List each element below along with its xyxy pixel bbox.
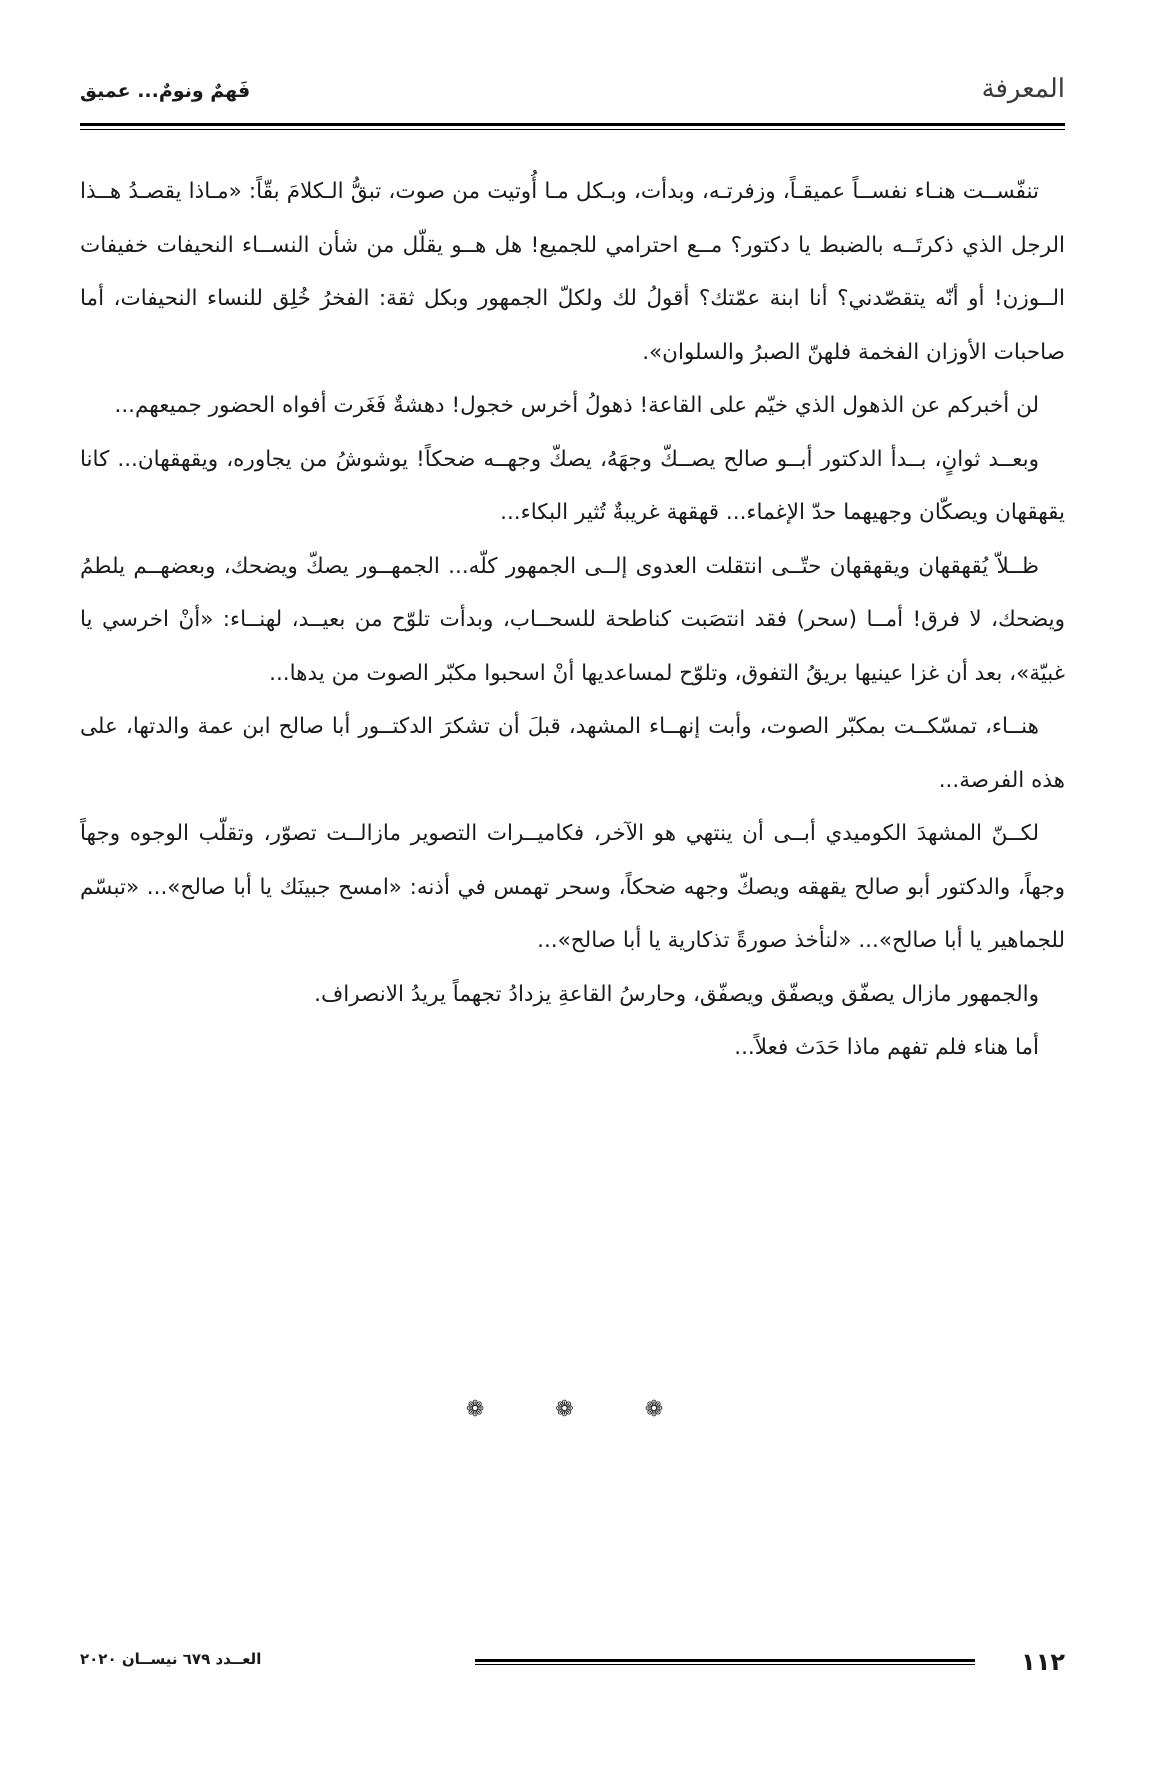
flower-ornament-icon: ❁: [465, 1397, 511, 1422]
paragraph: وبعــد ثوانٍ، بــدأ الدكتور أبــو صالح يصــكّ وجهَهُ، يصكّ وجهــه ضحكاً! يوشوشُ من يجاوره، ويقهقهان... كانا يقهقهان ويصكّان وجهيهما حدّ الإغماء... قهقهة غريبةٌ تُثير البكاء...: [80, 446, 1065, 525]
header-rule: [80, 123, 1065, 130]
magazine-logo: المعرفة: [981, 74, 1065, 104]
paragraph: لن أخبركم عن الذهول الذي خيّم على القاعة! ذهولُ أخرس خجول! دهشةٌ فَغَرت أفواه الحضور جميعهم...: [114, 393, 1039, 418]
paragraph: تنفّســت هنـاء نفســاً عميقـاً، وزفرتـه، وبدأت، وبـكل مـا أُوتيت من صوت، تبقُّ الـكلامَ بقّاً: «مـاذا يقصـدُ هــذا الرجل الذي ذكرتَــه بالضبط يا دكتور؟ مــع احترامي للجميع! هل هــو يقلّل من شأن النســاء النحيفات خفيفات الــوزن! أو أنّه يتقصّدني؟ أنا ابنة عمّتك؟ أقولُ لك ولكلّ الجمهور وبكل ثقة: الفخرُ خُلِق للنساء النحيفات، أما صاحبات الأوزان الفخمة فلهنّ الصبرُ والسلوان».: [80, 179, 1065, 365]
article-body: [80, 165, 1065, 1075]
paragraph: والجمهور مازال يصفّق ويصفّق ويصفّق، وحارسُ القاعةِ يزدادُ تجهماً يريدُ الانصراف.: [314, 981, 1039, 1007]
paragraph: ظــلاّ يُقهقهان ويقهقهان حتّــى انتقلت العدوى إلــى الجمهور كلّه... الجمهــور يصكّ ويضحك، وبعضهــم يلطمُ ويضحك، لا فرق! أمــا (سحر) فقد انتصَبت كناطحة للسحــاب، وبدأت تلوّح من بعيــد، لهنــاء: «أنْ اخرسي يا غبيّة»، بعد أن غزا عينيها بريقُ التفوق، وتلوّح لمساعديها أنْ اسحبوا مكبّر الصوت من يدها...: [80, 553, 1065, 686]
flower-ornament-icon: ❁: [555, 1397, 600, 1422]
paragraph: أما هناء فلم تفهم ماذا حَدَث فعلاً...: [734, 1035, 1039, 1060]
section-end-ornaments: [0, 1397, 1155, 1422]
issue-info: العــدد ٦٧٩ نيســان ٢٠٢٠: [80, 1650, 262, 1668]
paragraph: لكــنّ المشهدَ الكوميدي أبــى أن ينتهي هو الآخر، فكاميــرات التصوير مازالــت تصوّر، وتقلّب الوجوه وجهاً وجهاً، والدكتور أبو صالح يقهقه ويصكّ وجهه ضحكاً، وسحر تهمس في أذنه: «امسح جبينَك يا أبا صالح»... «تبسّم للجماهير يا أبا صالح»... «لنأخذ صورةً تذكارية يا أبا صالح»...: [80, 821, 1065, 953]
page-footer: [80, 1648, 1065, 1688]
flower-ornament-icon: ❁: [644, 1397, 690, 1422]
page-header: [80, 70, 1065, 116]
page-number: ١١٢: [1021, 1648, 1065, 1676]
footer-rule: [475, 1659, 975, 1665]
running-title: فَهمٌ ونومٌ... عميق: [80, 80, 251, 102]
paragraph: هنــاء، تمسّكــت بمكبّر الصوت، وأبت إنهــاء المشهد، قبلَ أن تشكرَ الدكتــور أبا صالح ابن عمة والدتها، على هذه الفرصة...: [80, 714, 1065, 793]
